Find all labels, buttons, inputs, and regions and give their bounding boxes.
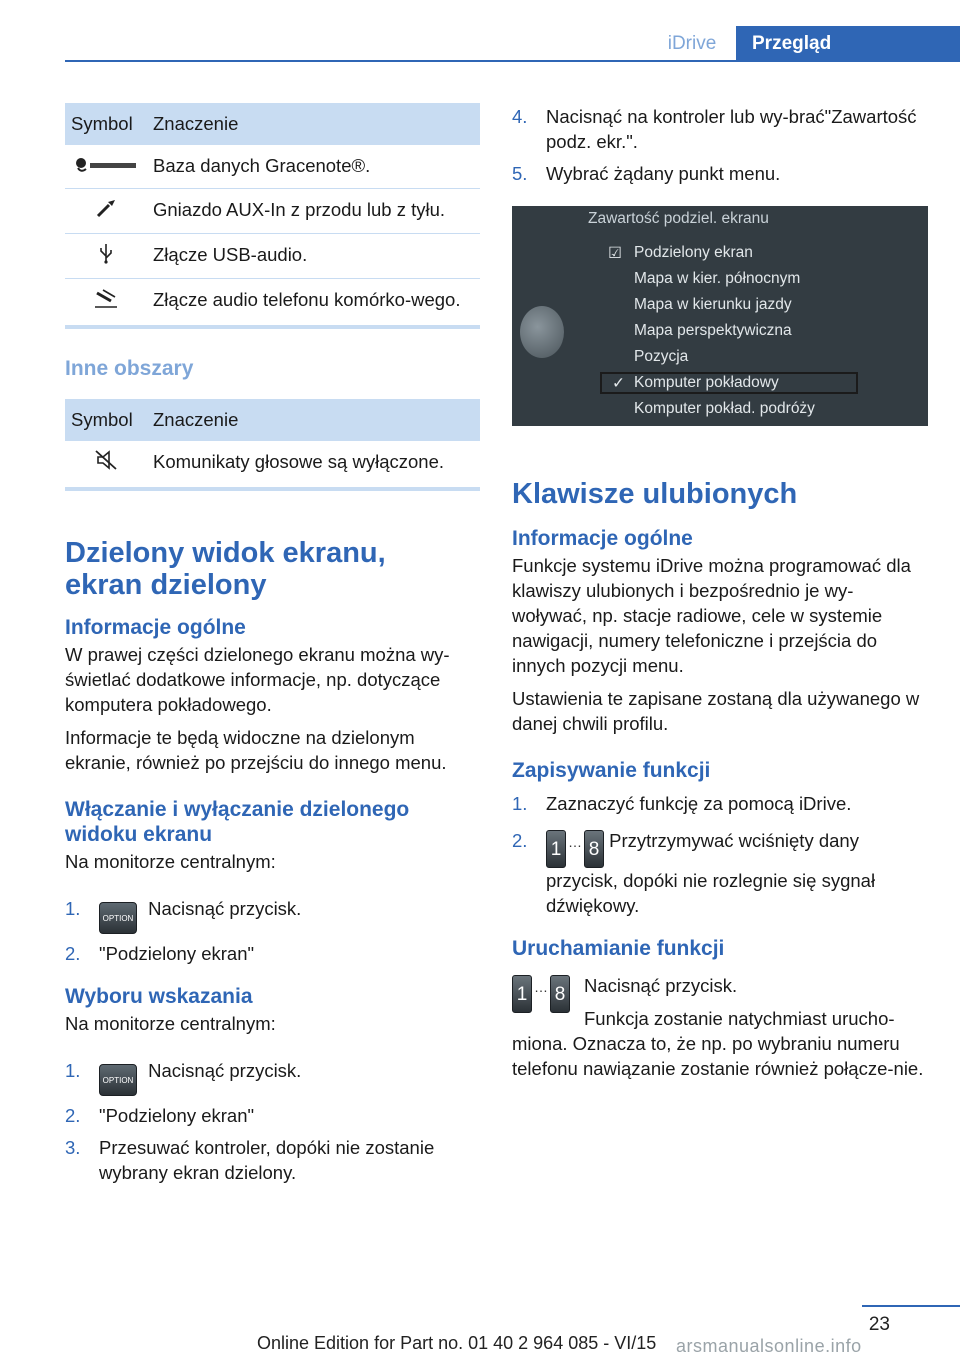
- chapter-label: iDrive: [667, 33, 717, 54]
- split-general-heading: Informacje ogólne: [65, 616, 246, 640]
- favorite-keys-icon: 1 … 8: [512, 971, 584, 1031]
- favorite-key-8-icon: 8: [584, 830, 604, 868]
- header-rule: [65, 60, 960, 62]
- list-item: 2. "Podzielony ekran": [65, 1105, 255, 1127]
- gracenote-logo-icon: [74, 155, 138, 180]
- screen-item: Mapa w kierunku jazdy: [634, 296, 792, 313]
- other-areas-heading: Inne obszary: [65, 356, 194, 380]
- favorite-key-1-icon: 1: [546, 830, 566, 868]
- aux-plug-icon: [95, 197, 117, 225]
- header-symbol: Symbol: [65, 103, 147, 145]
- footer-rule: [862, 1305, 960, 1307]
- screen-item: Komputer pokład. podróży: [634, 400, 815, 417]
- split-title: Dzielony widok ekranu, ekran dzielony: [65, 537, 386, 602]
- screen-item: Mapa w kier. północnym: [634, 270, 801, 287]
- watermark: arsmanualsonline.info: [676, 1336, 862, 1356]
- table-header-row: [65, 399, 480, 441]
- header-meaning: Znaczenie: [147, 103, 480, 145]
- fav-general-p1: Funkcje systemu iDrive można programować dla klawiszy ulubionych i bezpośrednio je wy-woływać, np. stacje radiowe, cele w systemie nawigacji, numery telefoniczne i przejścia do innych pozycji menu.: [512, 555, 911, 676]
- row-text: Złącze USB-audio.: [147, 233, 480, 278]
- favorite-key-8-icon: 8: [550, 975, 570, 1013]
- right-column: [512, 100, 928, 1081]
- checkbox-icon: ☑: [608, 245, 622, 262]
- fav-general-heading: Informacje ogólne: [512, 527, 693, 550]
- option-button-icon: OPTION: [99, 1064, 137, 1096]
- favorite-key-1-icon: 1: [512, 975, 532, 1013]
- split-general-p2: Informacje te będą widoczne na dzielonym ekranie, również po przejściu do innego menu.: [65, 727, 447, 774]
- edition-text: Online Edition for Part no. 01 40 2 964 085 - VI/15: [257, 1333, 657, 1353]
- row-text: Baza danych Gracenote®.: [147, 145, 480, 188]
- table-header-row: [65, 103, 480, 145]
- split-select-heading: Wyboru wskazania: [65, 985, 253, 1009]
- fav-general-p2: Ustawienia te zapisane zostaną dla używanego w danej chwili profilu.: [512, 688, 920, 734]
- list-item: 3. Przesuwać kontroler, dopóki nie zostanie wybrany ekran dzielony.: [65, 1137, 435, 1184]
- controller-knob-icon: [520, 306, 564, 358]
- table-row: [65, 441, 480, 489]
- header-symbol: Symbol: [65, 399, 147, 441]
- fav-title: Klawisze ulubionych: [512, 478, 798, 510]
- list-item: 5. Wybrać żądany punkt menu.: [512, 163, 781, 184]
- fav-run-p2: miona. Oznacza to, że np. po wybraniu numeru telefonu nawiązanie zostanie również połącze-nie.: [512, 1033, 924, 1079]
- list-item: 1. OPTION Nacisnąć przycisk.: [65, 1058, 480, 1096]
- split-onoff-intro: Na monitorze centralnym:: [65, 851, 276, 873]
- row-text: Komunikaty głosowe są wyłączone.: [147, 441, 480, 489]
- fav-run-heading: Uruchamianie funkcji: [512, 937, 725, 960]
- fav-save-heading: Zapisywanie funkcji: [512, 759, 711, 782]
- fav-save-steps: [512, 791, 928, 918]
- list-item: 2. 1 … 8 Przytrzymywać wciśnięty dany przycisk, dopóki nie rozlegnie się sygnał dźwiękowy.: [512, 830, 876, 916]
- list-item: 1. Zaznaczyć funkcję za pomocą iDrive.: [512, 793, 852, 814]
- table-row: [65, 278, 480, 327]
- fav-run-p2-start: Funkcja zostanie natychmiast urucho-: [584, 1008, 895, 1029]
- right-steps: [512, 104, 928, 186]
- split-select-intro: Na monitorze centralnym:: [65, 1013, 276, 1035]
- usb-icon: [98, 242, 114, 270]
- idrive-screenshot: [512, 206, 928, 426]
- split-select-steps: [65, 1058, 480, 1185]
- phone-audio-icon: [93, 287, 119, 315]
- option-button-icon: OPTION: [99, 902, 137, 934]
- fav-run-p1: Nacisnąć przycisk.: [584, 975, 738, 996]
- left-column: [65, 103, 480, 1192]
- row-text: Złącze audio telefonu komórko-wego.: [147, 278, 480, 327]
- table-row: [65, 188, 480, 233]
- screen-title: Zawartość podziel. ekranu: [588, 210, 769, 227]
- page-number: 23: [868, 1314, 890, 1335]
- split-onoff-steps: [65, 896, 480, 966]
- table-row: [65, 233, 480, 278]
- screen-item: Pozycja: [634, 348, 689, 365]
- header-meaning: Znaczenie: [147, 399, 480, 441]
- list-item: 4. Nacisnąć na kontroler lub wy-brać"Zawartość podz. ekr.".: [512, 106, 917, 152]
- voice-off-icon: [94, 449, 118, 477]
- section-tab: Przegląd: [736, 26, 960, 62]
- screen-item: Podzielony ekran: [634, 244, 753, 261]
- row-text: Gniazdo AUX-In z przodu lub z tyłu.: [147, 188, 480, 233]
- list-item: 1. OPTION Nacisnąć przycisk.: [65, 896, 480, 934]
- fav-run-block: [512, 971, 928, 1031]
- check-icon: ✓: [612, 375, 625, 392]
- symbol-table-1: [65, 103, 480, 329]
- symbol-table-2: [65, 399, 480, 491]
- table-row: [65, 145, 480, 188]
- screen-item: Komputer pokładowy: [634, 374, 779, 391]
- split-general-p1: W prawej części dzielonego ekranu można wy-świetlać dodatkowe informacje, np. dotyczące komputera pokładowego.: [65, 644, 450, 716]
- split-onoff-heading: Włączanie i wyłączanie dzielonego widoku ekranu: [65, 798, 410, 847]
- list-item: 2. "Podzielony ekran": [65, 943, 255, 965]
- screen-item: Mapa perspektywiczna: [634, 322, 792, 339]
